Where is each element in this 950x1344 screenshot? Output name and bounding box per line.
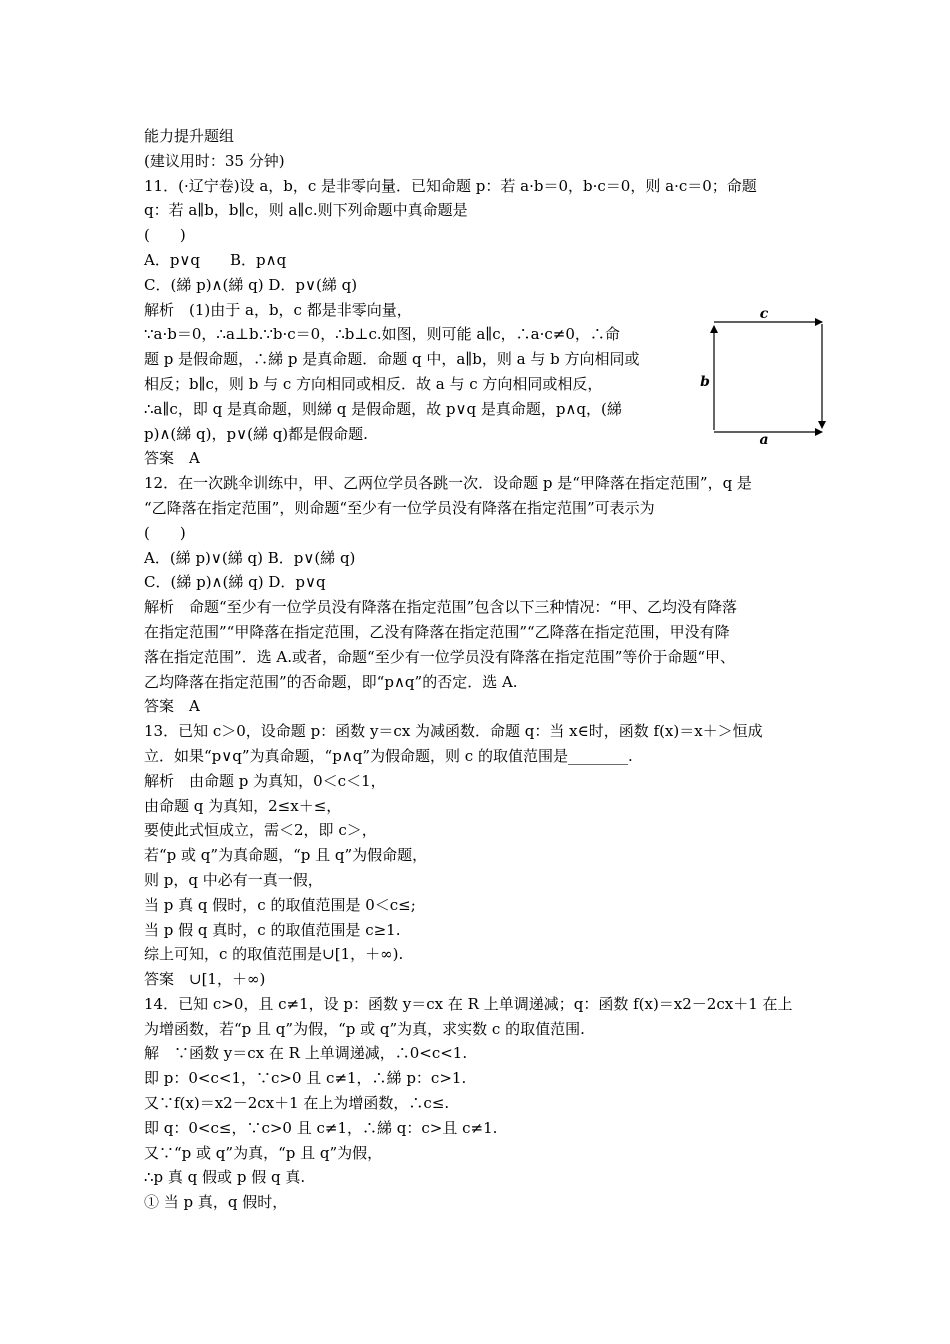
q11-answer-blank: ( ) xyxy=(144,226,186,245)
q12-answer-blank: ( ) xyxy=(144,523,186,542)
q13-analysis-line: 则 p，q 中必有一真一假， xyxy=(144,870,323,889)
q12-options-cd: C．(綈 p)∧(綈 q) D．p∨q xyxy=(144,573,326,592)
q11-answer: 答案 A xyxy=(144,449,200,468)
q11-analysis-line: ∵a·b＝0，∴a⊥b.∵b·c＝0，∴b⊥c.如图，则可能 a∥c，∴a·c≠0，∴命 xyxy=(144,325,620,344)
q11-analysis-line: 解析 (1)由于 a，b，c 都是非零向量， xyxy=(144,300,412,319)
q14-solution-line: 又∵f(x)＝x2－2cx＋1 在上为增函数，∴c≤. xyxy=(144,1094,450,1113)
q12-options-ab: A．(綈 p)∨(綈 q) B．p∨(綈 q) xyxy=(144,548,356,567)
q14-stem-line2: 为增函数，若“p 且 q”为假，“p 或 q”为真，求实数 c 的取值范围. xyxy=(144,1019,585,1038)
q13-analysis-line: 当 p 假 q 真时，c 的取值范围是 c≥1. xyxy=(144,920,401,939)
document-body xyxy=(144,124,810,1215)
vector-a-label: a xyxy=(759,432,769,444)
q14-stem-line1: 14．已知 c>0，且 c≠1，设 p：函数 y＝cx 在 R 上单调递减；q：函数 f(x)＝x2－2cx＋1 在上 xyxy=(144,994,793,1013)
q14-solution-line: ① 当 p 真，q 假时， xyxy=(144,1193,288,1212)
q11-options-ab: A．p∨q B．p∧q xyxy=(144,250,287,269)
q11-analysis-line: 相反；b∥c，则 b 与 c 方向相同或相反．故 a 与 c 方向相同或相反， xyxy=(144,374,603,393)
q13-analysis-line: 要使此式恒成立，需＜2，即 c＞， xyxy=(144,821,377,840)
q13-analysis-line: 若“p 或 q”为真命题，“p 且 q”为假命题， xyxy=(144,846,428,865)
q11-analysis-line: 题 p 是假命题，∴綈 p 是真命题．命题 q 中，a∥b，则 a 与 b 方向相同或 xyxy=(144,350,640,369)
q13-answer: 答案 ∪[1，＋∞) xyxy=(144,970,266,989)
q13-stem-line1: 13．已知 c＞0，设命题 p：函数 y＝cx 为减函数．命题 q：当 x∈时，函数 f(x)＝x＋＞恒成 xyxy=(144,722,763,741)
q13-analysis-line: 由命题 q 为真知，2≤x＋≤， xyxy=(144,796,342,815)
q11-stem-line1: 11．(·辽宁卷)设 a，b，c 是非零向量．已知命题 p：若 a·b＝0，b·c＝0，则 a·c＝0；命题 xyxy=(144,176,757,195)
vector-diagram xyxy=(698,304,830,444)
q13-analysis-line: 综上可知，c 的取值范围是∪[1，＋∞). xyxy=(144,945,404,964)
q12-analysis-line: 落在指定范围”．选 A.或者，命题“至少有一位学员没有降落在指定范围”等价于命题“甲、 xyxy=(144,647,736,666)
q14-solution-line: ∴p 真 q 假或 p 假 q 真. xyxy=(144,1168,306,1187)
section-title: 能力提升题组 xyxy=(144,127,235,145)
q12-analysis-line: 解析 命题“至少有一位学员没有降落在指定范围”包含以下三种情况：“甲、乙均没有降落 xyxy=(144,598,738,617)
q13-stem-line2: 立．如果“p∨q”为真命题，“p∧q”为假命题，则 c 的取值范围是________. xyxy=(144,746,633,765)
q13-analysis-line: 解析 由命题 p 为真知，0＜c＜1， xyxy=(144,771,386,790)
q14-solution-line: 即 p：0<c<1，∵c>0 且 c≠1，∴綈 p：c>1. xyxy=(144,1069,467,1088)
vector-b-label: b xyxy=(700,374,710,390)
q14-solution-line: 即 q：0<c≤，∵c>0 且 c≠1，∴綈 q：c>且 c≠1. xyxy=(144,1118,498,1137)
q11-options-cd: C．(綈 p)∧(綈 q) D．p∨(綈 q) xyxy=(144,275,358,294)
q11-analysis-line: ∴a∥c，即 q 是真命题，则綈 q 是假命题，故 p∨q 是真命题，p∧q，(綈 xyxy=(144,399,622,418)
q11-analysis-line: p)∧(綈 q)，p∨(綈 q)都是假命题. xyxy=(144,424,368,443)
q12-answer: 答案 A xyxy=(144,697,200,716)
vector-diagram-svg xyxy=(698,304,830,444)
vector-c-label: c xyxy=(759,306,769,322)
q12-analysis-line: 在指定范围”“甲降落在指定范围，乙没有降落在指定范围”“乙降落在指定范围，甲没有降 xyxy=(144,622,730,641)
q13-analysis-line: 当 p 真 q 假时，c 的取值范围是 0＜c≤; xyxy=(144,895,416,914)
q14-solution-line: 解 ∵函数 y＝cx 在 R 上单调递减，∴0<c<1. xyxy=(144,1044,468,1063)
q11-stem-line2: q：若 a∥b，b∥c，则 a∥c.则下列命题中真命题是 xyxy=(144,201,468,220)
suggested-time: (建议用时：35 分钟) xyxy=(144,151,285,170)
q12-stem-line1: 12．在一次跳伞训练中，甲、乙两位学员各跳一次．设命题 p 是“甲降落在指定范围”，q 是 xyxy=(144,474,752,493)
q12-stem-line2: “乙降落在指定范围”，则命题“至少有一位学员没有降落在指定范围”可表示为 xyxy=(144,498,655,517)
q12-analysis-line: 乙均降落在指定范围”的否命题，即“p∧q”的否定．选 A. xyxy=(144,672,518,691)
q14-solution-line: 又∵“p 或 q”为真，“p 且 q”为假， xyxy=(144,1143,383,1162)
